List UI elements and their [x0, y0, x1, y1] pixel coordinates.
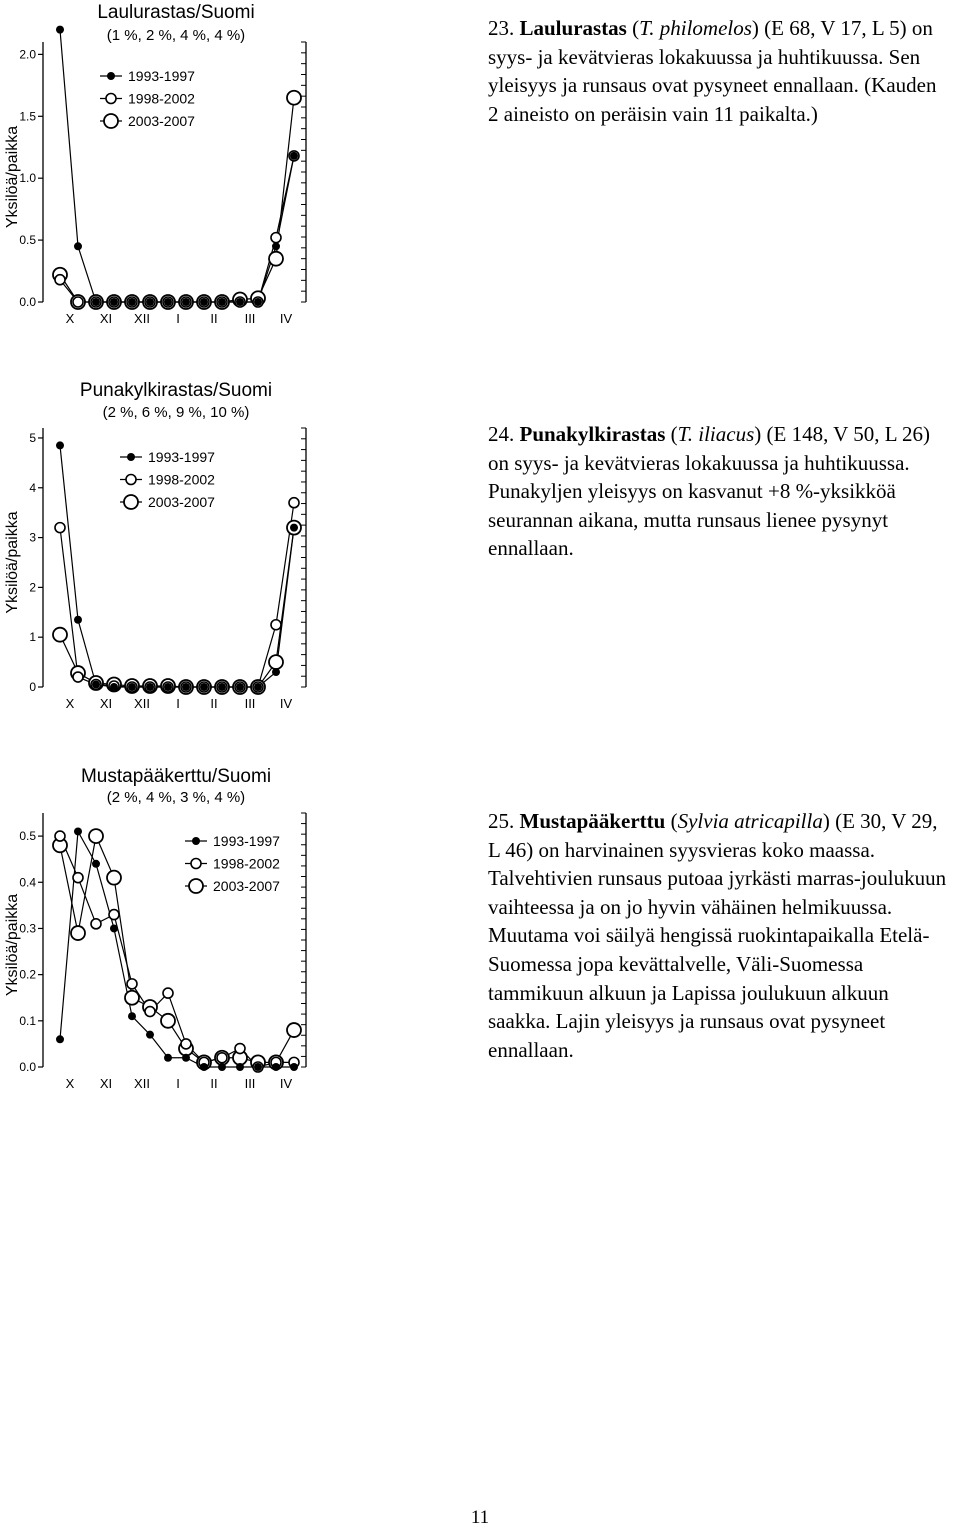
data-point [217, 1053, 227, 1063]
legend-marker [192, 837, 200, 845]
species-description: ) (E 148, V 50, L 26) on syys- ja kevätvieras lokakuussa ja huhtikuussa. Punakyljen yleisyys on kasvanut +8 %-yksikköä seurannan aikana, mutta runsaus lienee pysynyt ennallaan. [488, 422, 931, 561]
chart-subtitle: (1 %, 2 %, 4 %, 4 %) [106, 27, 246, 44]
paren-open: ( [665, 422, 678, 446]
data-point [128, 683, 136, 691]
data-point [164, 298, 172, 306]
data-point [200, 298, 208, 306]
species-text-laulurastas [488, 14, 948, 128]
data-point [146, 298, 154, 306]
series-1998-2002 [60, 156, 294, 302]
species-name: Mustapääkerttu [519, 809, 666, 833]
data-point [146, 1031, 154, 1039]
legend-marker [104, 114, 118, 128]
series-2003-2007 [60, 528, 294, 687]
x-tick-label: IV [279, 311, 293, 326]
y-tick-label: 2.0 [19, 47, 36, 62]
x-tick-label: III [244, 1076, 256, 1091]
x-tick-label: I [176, 311, 180, 326]
data-point [55, 275, 65, 285]
data-point [73, 297, 83, 307]
y-tick-label: 0 [29, 680, 36, 694]
species-number: 23. [488, 16, 515, 40]
species-description: ) (E 68, V 17, L 5) on syys- ja kevätvieras lokakuussa ja huhtikuussa. Sen yleisyys ja runsaus ovat pysyneet ennallaan. (Kauden 2 aineisto on peräisin vain 11 paikalta.) [488, 16, 937, 126]
legend-label: 1993-1997 [213, 833, 280, 849]
data-point [89, 829, 103, 843]
y-tick-label: 3 [29, 530, 36, 545]
data-point [163, 988, 173, 998]
data-point [92, 860, 100, 868]
x-tick-label: XII [134, 1076, 150, 1091]
y-tick-label: 0.4 [19, 875, 36, 890]
data-point [92, 681, 100, 689]
species-scientific-name: iliacus [698, 422, 755, 446]
series-line [60, 503, 294, 687]
series-markers-1998-2002 [55, 498, 299, 692]
data-point [74, 827, 82, 835]
data-point [56, 26, 64, 34]
data-point [290, 152, 298, 160]
chart-punakylkirastas [0, 370, 480, 720]
chart-title: Mustapääkerttu/Suomi [80, 766, 272, 787]
data-point [125, 991, 139, 1005]
y-tick-label: 0.1 [19, 1013, 36, 1028]
data-point [145, 1007, 155, 1017]
data-point [92, 298, 100, 306]
data-point [71, 926, 85, 940]
species-text-punakylkirastas [488, 420, 948, 563]
species-text-mustapaakerttu [488, 807, 948, 1064]
x-tick-label: XI [99, 1076, 113, 1091]
data-point [164, 1054, 172, 1062]
legend-label: 1993-1997 [148, 449, 215, 465]
data-point [74, 242, 82, 250]
data-point [128, 1012, 136, 1020]
data-point [271, 233, 281, 243]
species-number: 25. [488, 809, 515, 833]
chart-title: Laulurastas/Suomi [97, 2, 255, 23]
data-point [218, 298, 226, 306]
y-tick-label: 1.5 [19, 109, 36, 124]
data-point [110, 924, 118, 932]
x-tick-label: II [210, 696, 218, 711]
y-axis-label: Yksilöä/paikka [4, 893, 21, 997]
data-point [254, 298, 262, 306]
data-point [182, 1054, 190, 1062]
x-tick-label: II [210, 1076, 218, 1091]
x-tick-label: IV [279, 1076, 293, 1091]
legend-marker [191, 859, 201, 869]
data-point [55, 831, 65, 841]
x-tick-label: IV [279, 696, 293, 711]
data-point [254, 683, 262, 691]
data-point [161, 1014, 175, 1028]
data-point [235, 1044, 245, 1054]
legend-label: 1998-2002 [148, 471, 215, 488]
legend-marker [106, 94, 116, 104]
data-point [146, 683, 154, 691]
data-point [272, 1063, 280, 1071]
y-axis-label: Yksilöä/paikka [4, 125, 21, 229]
y-tick-label: 1 [29, 630, 36, 645]
x-tick-label: XII [134, 311, 150, 326]
data-point [271, 620, 281, 630]
x-tick-label: XII [134, 696, 150, 711]
x-tick-label: X [65, 696, 75, 711]
data-point [272, 242, 280, 250]
legend-label: 2003-2007 [128, 113, 195, 129]
data-point [74, 616, 82, 624]
x-tick-label: II [210, 311, 218, 326]
species-sci-prefix: T. [639, 16, 660, 40]
chart-subtitle: (2 %, 6 %, 9 %, 10 %) [102, 404, 250, 421]
legend-label: 2003-2007 [213, 878, 280, 894]
species-scientific-name: Sylvia atricapilla [677, 809, 823, 833]
data-point [128, 298, 136, 306]
data-point [290, 1063, 298, 1071]
data-point [56, 1035, 64, 1043]
page-number: 11 [470, 1507, 490, 1528]
y-tick-label: 5 [29, 430, 36, 445]
x-tick-label: X [65, 311, 75, 326]
x-tick-label: III [244, 696, 256, 711]
paren-open: ( [665, 809, 678, 833]
data-point [269, 252, 283, 266]
species-number: 24. [488, 422, 515, 446]
y-tick-label: 1.0 [19, 171, 36, 186]
data-point [289, 498, 299, 508]
x-tick-label: I [176, 1076, 180, 1091]
species-description: ) (E 30, V 29, L 46) on harvinainen syysvieras koko maassa. Talvehtivien runsaus putoaa jyrkästi marras-joulukuun vaihteessa ja on jo hyvin vähäinen helmikuussa. Muutama voi säilyä hengissä ruokintapaikalla Etelä-Suomessa jopa kevättalvelle, Väli-Suomessa tammikuun alkuun ja Lapissa joulukuun alkuun saakka. Lajin yleisyys ja runsaus ovat pysyneet ennallaan. [488, 809, 947, 1062]
data-point [110, 683, 118, 691]
paren-open: ( [626, 16, 640, 40]
data-point [269, 655, 283, 669]
x-tick-label: I [176, 696, 180, 711]
legend-label: 1998-2002 [213, 855, 280, 872]
data-point [287, 91, 301, 105]
y-tick-label: 0.5 [19, 233, 36, 248]
x-tick-label: III [244, 311, 256, 326]
x-tick-label: XI [99, 696, 113, 711]
chart-mustapaakerttu [0, 755, 480, 1105]
y-tick-label: 0.0 [19, 1060, 36, 1074]
data-point [287, 1023, 301, 1037]
data-point [164, 683, 172, 691]
data-point [182, 683, 190, 691]
x-tick-label: X [65, 1076, 75, 1091]
legend-label: 1998-2002 [128, 90, 195, 107]
series-1998-2002 [60, 503, 294, 687]
data-point [236, 298, 244, 306]
y-tick-label: 2 [29, 580, 36, 595]
data-point [107, 871, 121, 885]
species-name: Punakylkirastas [519, 422, 666, 446]
y-axis-label: Yksilöä/paikka [4, 511, 21, 614]
data-point [200, 1063, 208, 1071]
data-point [73, 672, 83, 682]
series-line [60, 528, 294, 687]
legend-label: 1993-1997 [128, 68, 195, 84]
data-point [56, 441, 64, 449]
chart-title: Punakylkirastas/Suomi [79, 380, 273, 401]
series-markers-1998-2002 [55, 151, 299, 307]
data-point [181, 1039, 191, 1049]
species-sci-prefix: T. [677, 422, 699, 446]
legend-label: 2003-2007 [148, 494, 215, 510]
y-tick-label: 0.5 [19, 829, 36, 844]
data-point [272, 668, 280, 676]
data-point [290, 524, 298, 532]
species-name: Laulurastas [519, 16, 627, 40]
data-point [55, 523, 65, 533]
y-tick-label: 0.3 [19, 921, 36, 936]
legend-marker [124, 495, 138, 509]
legend-marker [127, 453, 135, 461]
data-point [73, 873, 83, 883]
data-point [53, 628, 67, 642]
data-point [218, 683, 226, 691]
data-point [236, 1063, 244, 1071]
data-point [91, 919, 101, 929]
data-point [254, 1063, 262, 1071]
data-point [218, 1063, 226, 1071]
data-point [200, 683, 208, 691]
chart-subtitle: (2 %, 4 %, 3 %, 4 %) [106, 789, 246, 806]
chart-laulurastas [0, 0, 480, 340]
data-point [127, 979, 137, 989]
data-point [109, 910, 119, 920]
data-point [236, 683, 244, 691]
y-tick-label: 0.2 [19, 967, 36, 982]
data-point [182, 298, 190, 306]
legend-marker [107, 72, 115, 80]
series-line [60, 156, 294, 302]
legend-marker [126, 475, 136, 485]
y-tick-label: 0.0 [19, 295, 36, 309]
species-scientific-name: philomelos [659, 16, 752, 40]
data-point [110, 298, 118, 306]
legend-marker [189, 879, 203, 893]
y-tick-label: 4 [29, 480, 36, 495]
x-tick-label: XI [99, 311, 113, 326]
